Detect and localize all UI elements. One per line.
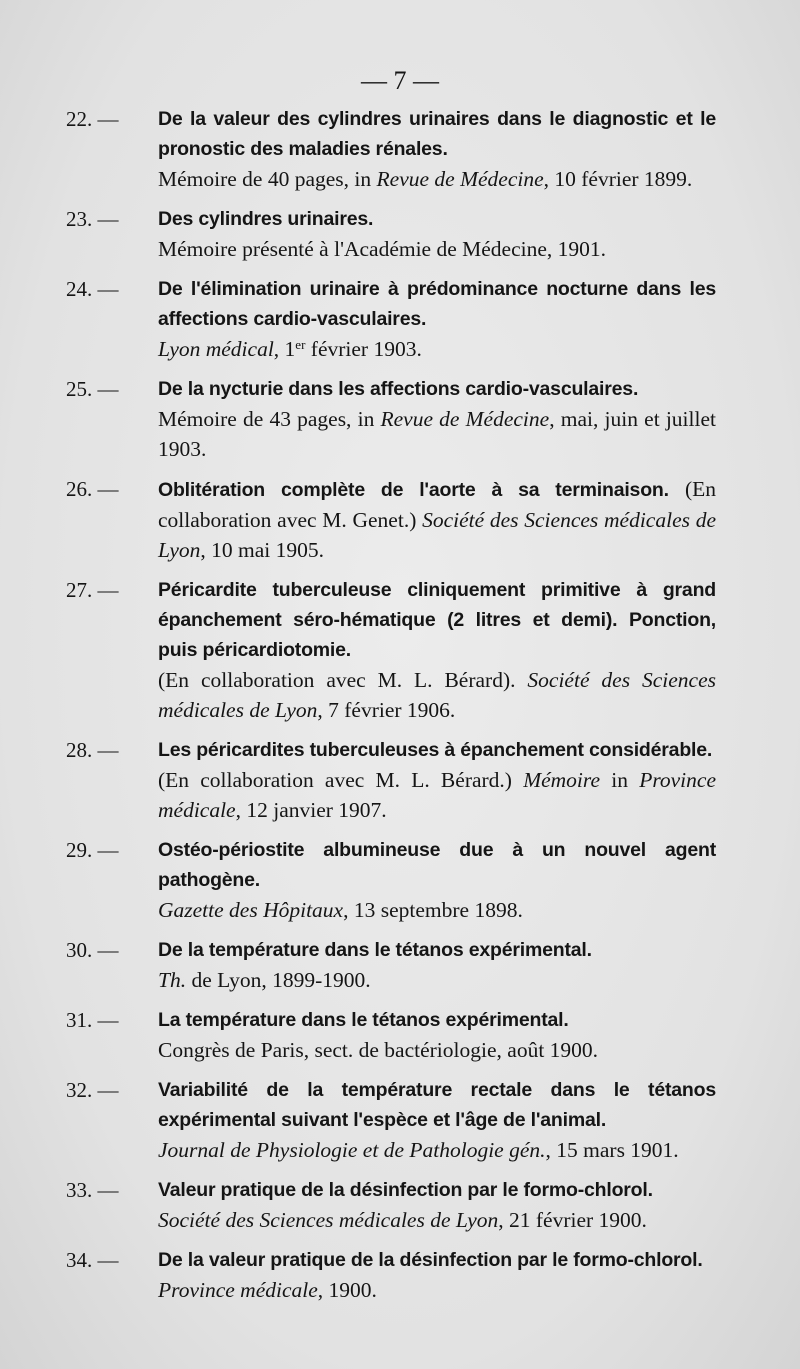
- entry-body: [158, 374, 716, 464]
- text-run: , 13 septembre 1898.: [343, 898, 523, 922]
- entry-title: Des cylindres urinaires.: [158, 208, 374, 230]
- bibliography-entry: [66, 474, 716, 565]
- entry-title: De la nycturie dans les affections cardio-vasculaires.: [158, 378, 639, 400]
- text-run: Revue de Médecine: [376, 167, 544, 191]
- entry-body: [158, 735, 716, 825]
- entry-title: Variabilité de la température rectale dans le tétanos expérimental suivant l'espèce et l'âge de l'animal.: [158, 1079, 716, 1131]
- bibliography-entry: [66, 274, 716, 364]
- entry-title: De la valeur des cylindres urinaires dans le diagnostic et le pronostic des maladies rénales.: [158, 108, 716, 160]
- text-run: Mémoire: [523, 768, 601, 792]
- entry-title: Oblitération complète de l'aorte à sa terminaison.: [158, 479, 669, 501]
- bibliography-entry: [66, 1175, 716, 1235]
- text-run: Journal de Physiologie et de Pathologie gén.: [158, 1138, 546, 1162]
- text-run: Province médicale: [158, 1278, 318, 1302]
- entry-body: [158, 575, 716, 725]
- bibliography-entry: [66, 735, 716, 825]
- entry-title: De la température dans le tétanos expérimental.: [158, 939, 592, 961]
- text-run: février 1903.: [305, 337, 422, 361]
- entry-number: 32. —: [66, 1078, 119, 1102]
- text-run: , 7 février 1906.: [317, 698, 456, 722]
- entry-reference: [158, 665, 716, 725]
- entry-reference: [158, 1275, 716, 1305]
- entry-collaboration: (En collaboration avec M. Genet.): [158, 477, 717, 532]
- text-run: in: [600, 768, 640, 792]
- entry-body: [158, 204, 716, 264]
- text-run: Mémoire présenté à l'Académie de Médecine, 1901.: [158, 237, 607, 261]
- entry-reference: [158, 1205, 716, 1235]
- text-run: , mai, juin et juillet 1903.: [158, 407, 716, 461]
- text-run: de Lyon, 1899-1900.: [186, 968, 371, 992]
- bibliography-entry: [66, 575, 716, 725]
- text-run: Revue de Médecine: [380, 407, 550, 431]
- entry-reference: [158, 164, 716, 194]
- entry-reference: [158, 334, 716, 364]
- entry-number: 31. —: [66, 1008, 119, 1032]
- entry-reference: [158, 1135, 716, 1165]
- text-run: , 12 janvier 1907.: [235, 798, 387, 822]
- entry-body: [158, 835, 716, 925]
- text-run: , 1: [273, 337, 296, 361]
- entry-title: Valeur pratique de la désinfection par le formo-chlorol.: [158, 1179, 653, 1201]
- entry-body: [158, 474, 716, 565]
- entry-reference: [158, 404, 716, 464]
- text-run: , 10 mai 1905.: [200, 538, 324, 562]
- text-run: Société des Sciences médicales de Lyon: [158, 1208, 499, 1232]
- text-run: , 21 février 1900.: [498, 1208, 647, 1232]
- page-number: — 7 —: [361, 66, 439, 95]
- bibliography-entry: [66, 1245, 716, 1305]
- entry-number: 26. —: [66, 477, 119, 501]
- entry-body: [158, 1005, 716, 1065]
- entry-number: 34. —: [66, 1248, 119, 1272]
- entry-title: La température dans le tétanos expérimental.: [158, 1009, 569, 1031]
- entry-body: [158, 274, 716, 364]
- entry-number: 29. —: [66, 838, 119, 862]
- text-run: er: [295, 337, 306, 352]
- bibliography-entry: [66, 104, 716, 194]
- bibliography-entry: [66, 1005, 716, 1065]
- entry-reference: [158, 895, 716, 925]
- entry-title: De l'élimination urinaire à prédominance nocturne dans les affections cardio-vasculaires.: [158, 278, 716, 330]
- entry-title: De la valeur pratique de la désinfection par le formo-chlorol.: [158, 1249, 703, 1271]
- entry-number: 33. —: [66, 1178, 119, 1202]
- bibliography-entry: [66, 935, 716, 995]
- entry-title: Péricardite tuberculeuse cliniquement primitive à grand épanchement séro-hématique (2 litres et demi). Ponction, puis péricardiotomie.: [158, 579, 716, 661]
- bibliography-entry: [66, 204, 716, 264]
- bibliography-entry: [66, 1075, 716, 1165]
- text-run: Congrès de Paris, sect. de bactériologie, août 1900.: [158, 1038, 599, 1062]
- entry-reference: [158, 965, 716, 995]
- text-run: Lyon médical: [158, 337, 274, 361]
- text-run: (En collaboration avec M. L. Bérard).: [158, 668, 528, 692]
- text-run: , 10 février 1899.: [543, 167, 693, 191]
- entry-reference: [158, 234, 716, 264]
- bibliography-entry: [66, 835, 716, 925]
- entry-reference: [158, 765, 716, 825]
- text-run: Société des Sciences médicales de Lyon: [158, 668, 716, 722]
- entry-number: 25. —: [66, 377, 119, 401]
- entry-body: [158, 1175, 716, 1235]
- text-run: Province médicale: [158, 768, 716, 822]
- entry-title: Les péricardites tuberculeuses à épanchement considérable.: [158, 739, 713, 761]
- entry-title: Ostéo-périostite albumineuse due à un nouvel agent pathogène.: [158, 839, 716, 891]
- entry-number: 30. —: [66, 938, 119, 962]
- text-run: Société des Sciences médicales de Lyon: [158, 508, 716, 562]
- text-run: , 1900.: [317, 1278, 377, 1302]
- entry-number: 23. —: [66, 207, 119, 231]
- entry-body: [158, 1245, 716, 1305]
- text-run: Gazette des Hôpitaux: [158, 898, 344, 922]
- text-run: Mémoire de 43 pages, in: [158, 407, 381, 431]
- text-run: Th.: [158, 968, 187, 992]
- entry-number: 22. —: [66, 107, 119, 131]
- entry-reference: [158, 1035, 716, 1065]
- bibliography-entry: [66, 374, 716, 464]
- entry-body: [158, 104, 716, 194]
- text-run: , 15 mars 1901.: [545, 1138, 679, 1162]
- entry-body: [158, 935, 716, 995]
- text-run: (En collaboration avec M. L. Bérard.): [158, 768, 524, 792]
- entry-number: 28. —: [66, 738, 119, 762]
- bibliography-list: [66, 104, 716, 1315]
- entry-number: 27. —: [66, 578, 119, 602]
- text-run: Mémoire de 40 pages, in: [158, 167, 377, 191]
- entry-body: [158, 1075, 716, 1165]
- entry-number: 24. —: [66, 277, 119, 301]
